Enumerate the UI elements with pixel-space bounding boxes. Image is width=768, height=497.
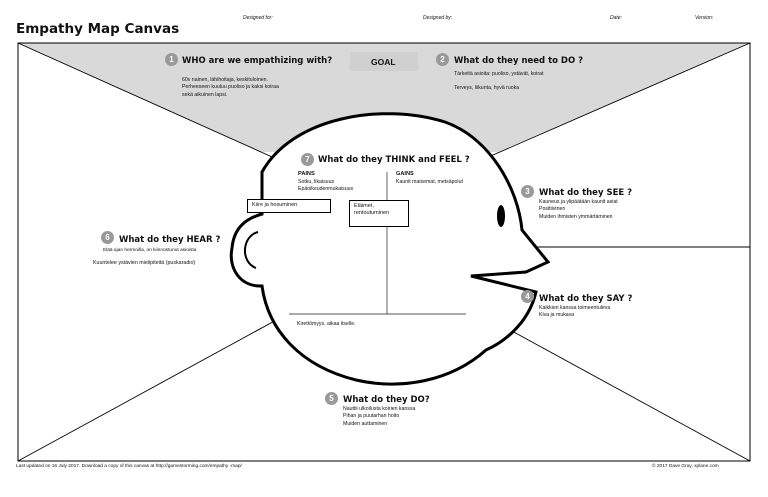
need-to-do-heading: What do they need to DO ?	[454, 56, 584, 66]
hear-line: Elää ajan hermoilla, on kiinnostunut asioista	[103, 248, 197, 253]
gains-text	[396, 179, 463, 186]
gains-line: Kaunit maisemat, metsäpolut	[396, 179, 463, 185]
say-heading: What do they SAY ?	[539, 294, 633, 304]
sticky-note-animals	[349, 200, 409, 227]
who-text	[182, 77, 279, 99]
section-number-5: 5	[325, 392, 338, 405]
see-text	[539, 199, 618, 221]
say-line: Kiva ja mukava	[539, 312, 575, 319]
section-number-1: 1	[165, 53, 178, 66]
page-title: Empathy Map Canvas	[16, 21, 180, 37]
pains-text	[298, 179, 353, 194]
need-to-do-line: Terveys, liikunta, hyvä ruoka	[454, 85, 520, 92]
do-line: Nauttii ulkoilusta koirien kanssa	[343, 406, 416, 412]
eye-icon	[497, 205, 505, 227]
designed-by-label: Designed by:	[423, 15, 453, 21]
do-heading: What do they DO?	[343, 395, 430, 405]
say-line: Kaikkien kanssa toimeentuleva	[539, 305, 611, 311]
section-number-7: 7	[301, 153, 314, 166]
need-to-do-text	[454, 71, 543, 93]
date-label: Date:	[610, 15, 622, 21]
think-feel-heading: What do they THINK and FEEL ?	[318, 155, 470, 165]
say-text	[539, 305, 610, 320]
do-line: Pihan ja puutarhan hoito	[343, 413, 400, 420]
who-line: 60v nainen, lähihoitaja, keskituloinen.	[182, 77, 268, 83]
need-to-do-line: Tärkeitä asioita: puoliso, ystävät, koirat	[454, 71, 544, 77]
need-to-do-line	[454, 78, 543, 85]
footer-left: Last updated on 16 July 2017. Download a copy of this canvas at http://gamestorming.com/empathy -map/	[16, 464, 242, 469]
section-number-4: 4	[521, 290, 534, 303]
pains-line: Epäoikeudenmukaisuus	[298, 186, 354, 193]
see-line: Kauneus ja ylipäätään kaunit asiat	[539, 199, 618, 205]
see-line: Muiden ihmisten ymmärtäminen	[539, 213, 613, 220]
who-line: Perheeseen kuuluu puoliso ja kaksi koiraa	[182, 84, 279, 91]
think-feel-bottom-note: Kirettömyys, aikaa itselle.	[297, 321, 356, 327]
section-number-6: 6	[101, 231, 114, 244]
diagonal-bottom-right	[488, 318, 750, 461]
section-number-3: 3	[521, 185, 534, 198]
who-line: sekä aikuinen lapsi.	[182, 91, 228, 98]
see-heading: What do they SEE ?	[539, 188, 633, 198]
sticky-note-line: Eläimet,	[354, 203, 374, 209]
see-line: Positiivinen	[539, 206, 566, 213]
section-number-2: 2	[436, 53, 449, 66]
sticky-note-line: rentoutuminen	[354, 210, 390, 216]
gains-label: GAINS	[396, 171, 414, 177]
do-line: Muiden auttaminen	[343, 420, 388, 427]
pains-label: PAINS	[298, 171, 315, 177]
hear-line: Kuuntelee ystävien mielipiteitä (puskaradio)	[93, 260, 196, 267]
goal-label: GOAL	[371, 57, 396, 67]
hear-heading: What do they HEAR ?	[119, 235, 221, 245]
sticky-note-rush: Kiire ja hosuminen	[247, 199, 331, 213]
designed-for-label: Designed for:	[243, 15, 273, 21]
pains-line: Sotku, likaisuus	[298, 179, 335, 185]
footer-right: © 2017 Dave Gray, xplane.com	[652, 464, 719, 469]
version-label: Version:	[695, 15, 714, 21]
hear-text	[93, 247, 197, 268]
who-heading: WHO are we empathizing with?	[182, 56, 333, 66]
diagonal-bottom-left	[18, 318, 280, 461]
do-text	[343, 406, 415, 428]
